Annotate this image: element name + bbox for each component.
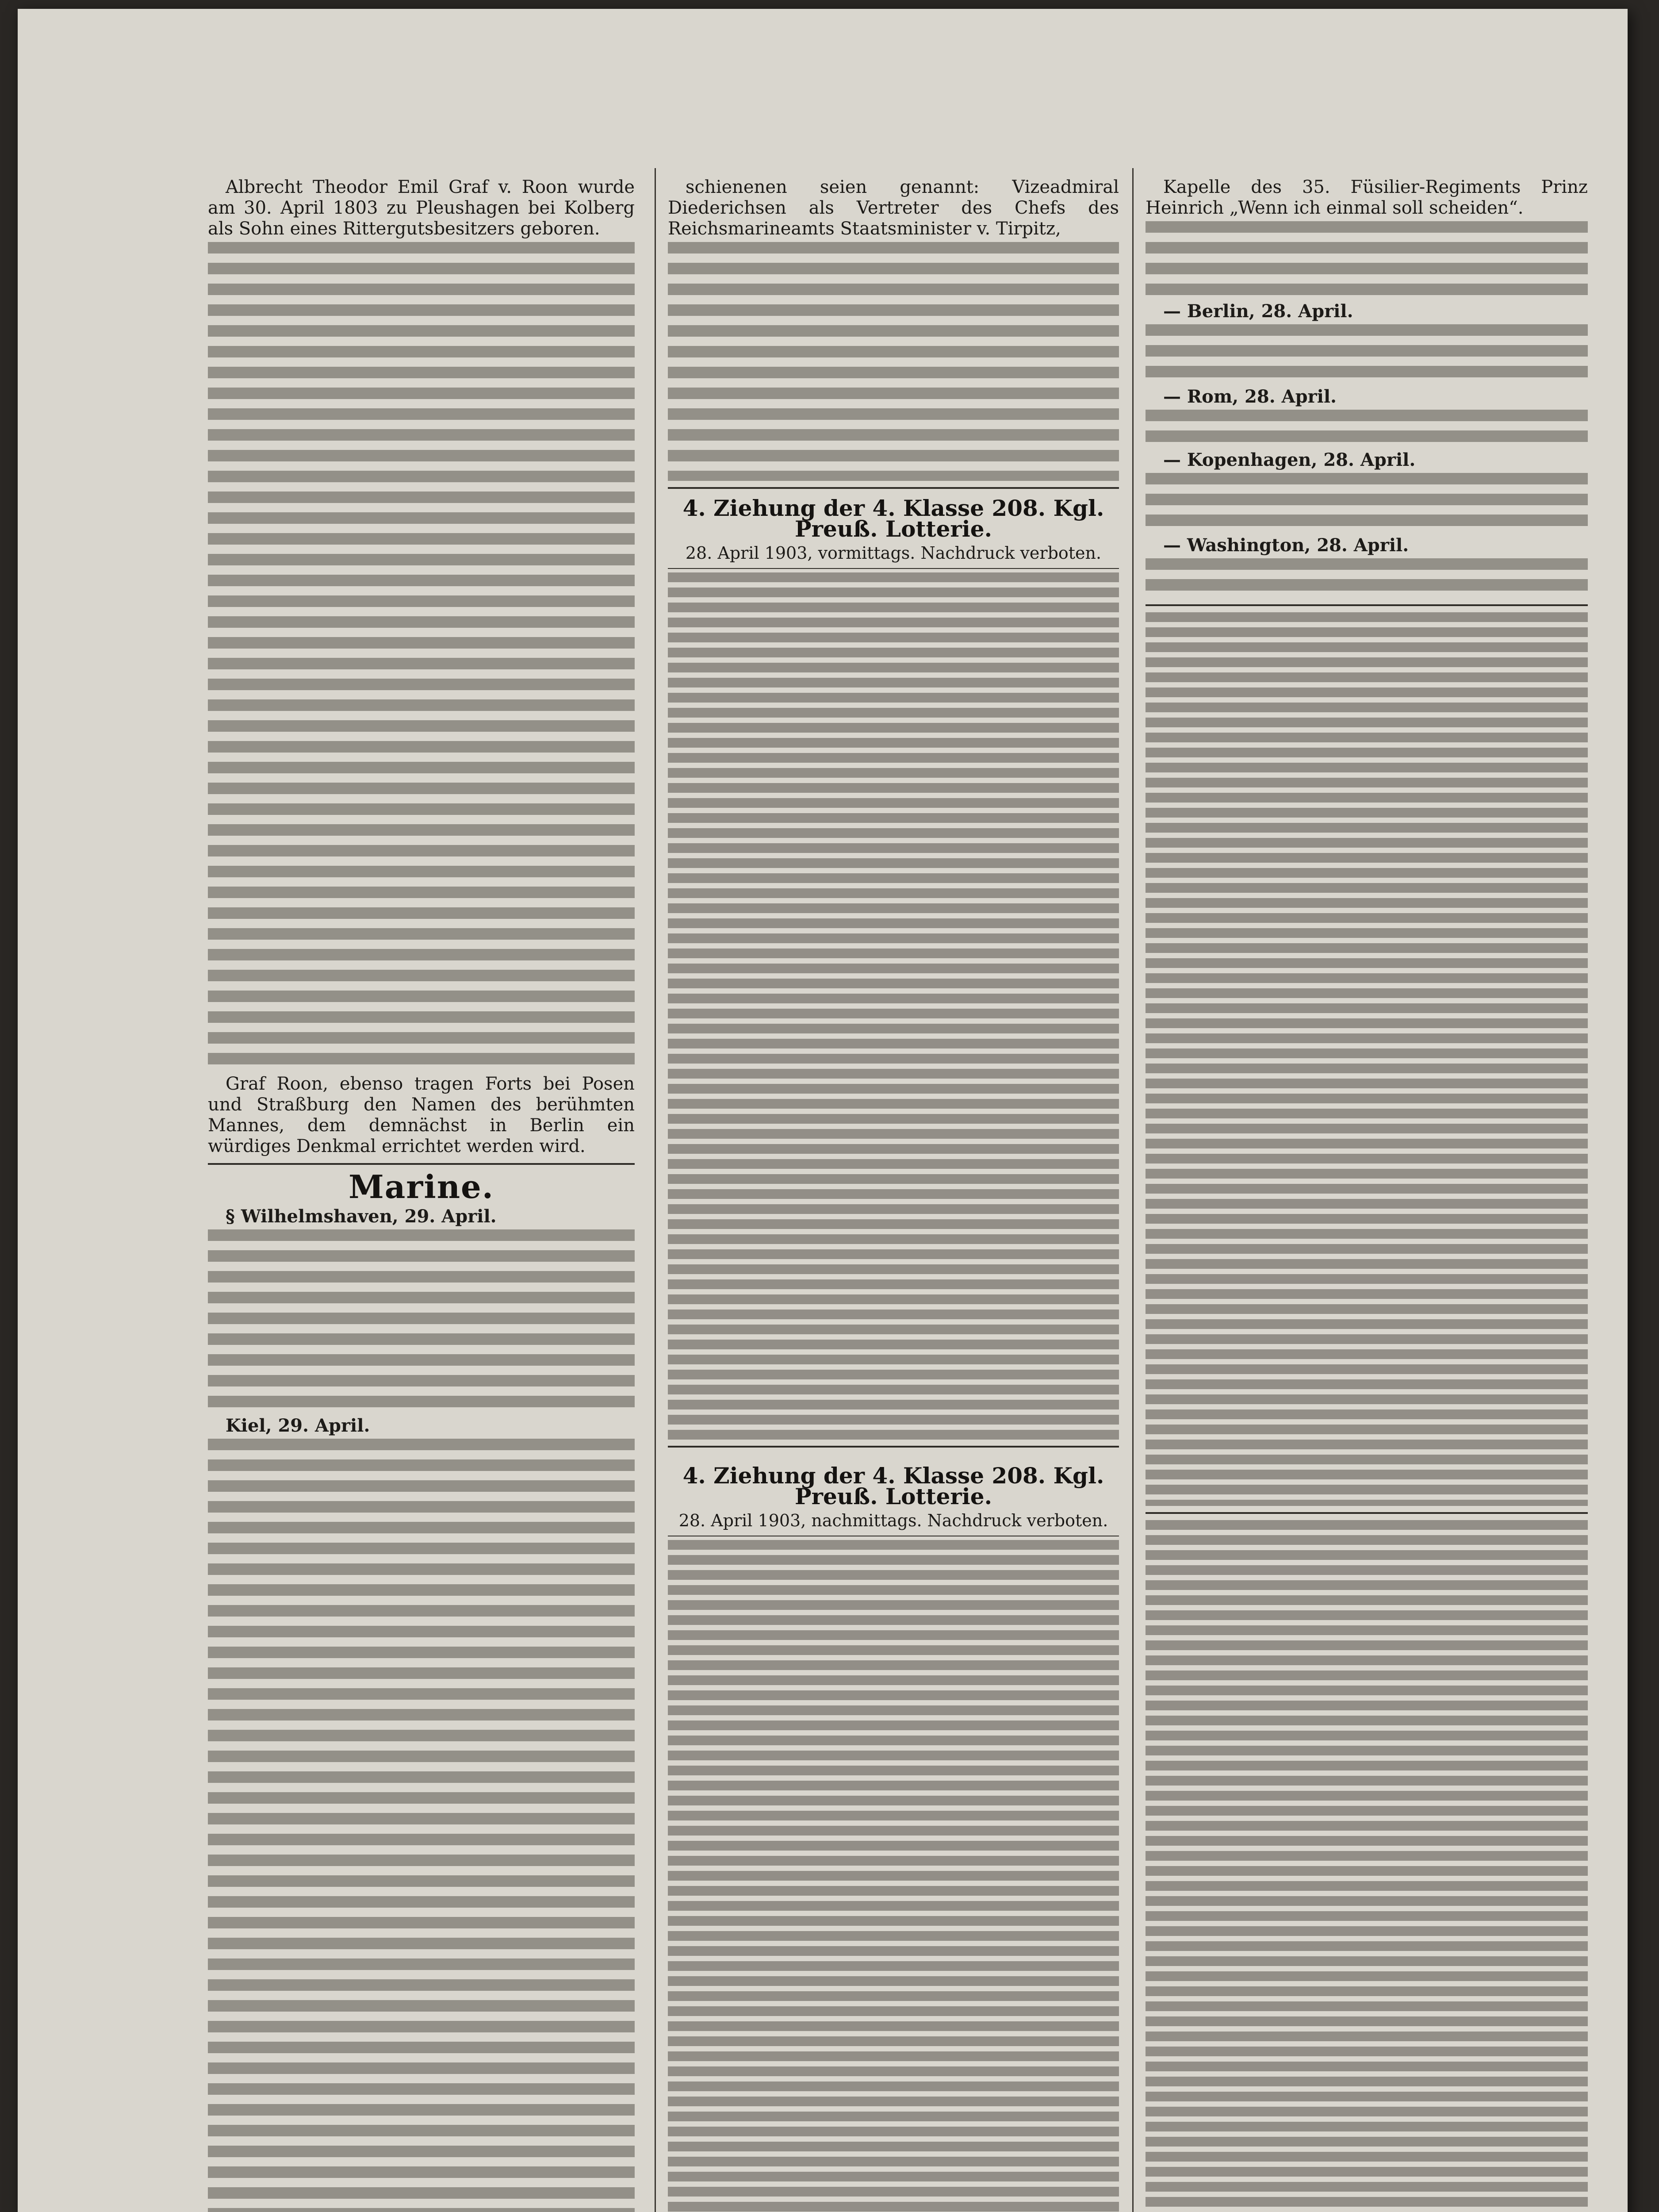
funeral-report-continued-text xyxy=(1146,221,1588,301)
lottery-morning-number-table xyxy=(668,572,1119,1440)
left-column xyxy=(208,177,635,2212)
funeral-report-continued: Kapelle des 35. Füsilier-Regiments Prinz Heinrich „Wenn ich einmal soll scheiden“. xyxy=(1146,177,1588,218)
roon-biography-opening: Albrecht Theodor Emil Graf v. Roon wurde am 30. April 1803 zu Pleushagen bei Kolberg als Sohn eines Rittergutsbesitzers geboren. xyxy=(208,177,635,239)
news-rom-text xyxy=(1146,410,1588,449)
lottery-morning-title: 4. Ziehung der 4. Klasse 208. Kgl. Preuß. Lotterie. xyxy=(682,495,1104,542)
marine-news-body xyxy=(208,1439,635,2212)
roon-biography-ending: Graf Roon, ebenso tragen Forts bei Posen und Straßburg den Namen des berühmten Mannes, dem demnächst in Berlin ein würdiges Denkmal errichtet werden wird. xyxy=(208,1074,635,1156)
section-divider xyxy=(1146,604,1588,606)
lottery-afternoon-number-table-continued xyxy=(1146,1520,1588,2212)
section-divider xyxy=(668,1446,1119,1448)
marine-kiel-dateline: Kiel, 29. April. xyxy=(226,1415,370,1436)
lottery-afternoon-title: 4. Ziehung der 4. Klasse 208. Kgl. Preuß. Lotterie. xyxy=(682,1463,1104,1509)
section-divider xyxy=(668,487,1119,489)
news-rom-dateline: — Rom, 28. April. xyxy=(1163,386,1337,407)
news-washington-text xyxy=(1146,558,1588,598)
news-berlin-dateline: — Berlin, 28. April. xyxy=(1163,301,1353,322)
marine-wilhelmshaven-text xyxy=(208,1229,635,1415)
funeral-report-opening: schienenen seien genannt: Vizeadmiral Diederichsen als Vertreter des Chefs des Reichsmarineamts Staatsminister v. Tirpitz, xyxy=(668,177,1119,239)
lottery-morning-date: 28. April 1903, vormittags. Nachdruck verboten. xyxy=(685,543,1102,563)
marine-wilhelmshaven-dateline: § Wilhelmshaven, 29. April. xyxy=(226,1206,497,1227)
lottery-afternoon-date: 28. April 1903, nachmittags. Nachdruck verboten. xyxy=(678,1511,1108,1530)
funeral-report-text xyxy=(668,242,1119,481)
news-kopenhagen-text xyxy=(1146,473,1588,535)
news-kopenhagen-dateline: — Kopenhagen, 28. April. xyxy=(1163,449,1416,470)
section-divider xyxy=(1146,1512,1588,1514)
lottery-afternoon-number-table xyxy=(668,1540,1119,2212)
news-washington-dateline: — Washington, 28. April. xyxy=(1163,535,1409,556)
marine-section-heading: Marine. xyxy=(349,1168,494,1206)
news-berlin-text xyxy=(1146,324,1588,386)
roon-biography-body xyxy=(208,242,635,1074)
column-rule xyxy=(655,168,656,2212)
column-rule xyxy=(1132,168,1134,2212)
rule xyxy=(668,568,1119,569)
right-column xyxy=(1146,177,1588,2212)
lottery-morning-number-table-continued xyxy=(1146,612,1588,1506)
middle-column xyxy=(668,177,1119,2212)
section-divider xyxy=(208,1163,635,1165)
newspaper-page xyxy=(18,9,1628,2212)
